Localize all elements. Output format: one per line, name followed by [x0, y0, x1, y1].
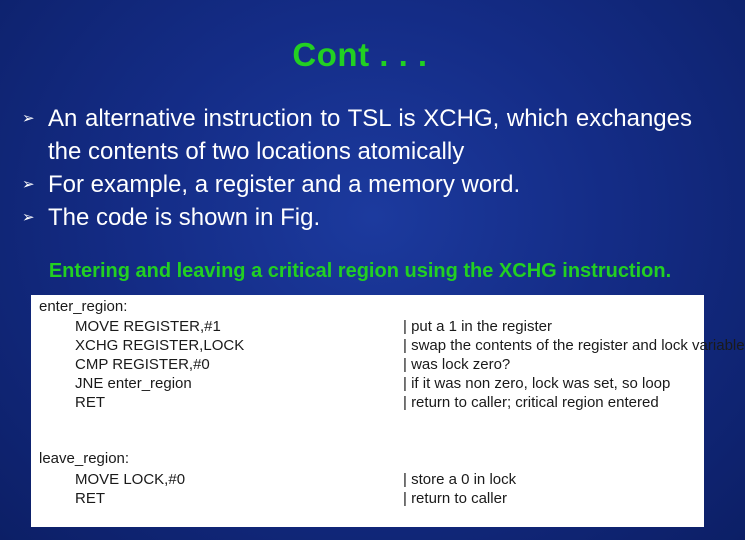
code-comment: | was lock zero?: [403, 356, 511, 373]
slide-title: Cont . . .: [292, 36, 428, 73]
code-comment: | swap the contents of the register and lock variable: [403, 337, 745, 354]
code-instruction: MOVE LOCK,#0: [75, 471, 186, 488]
code-comment: | store a 0 in lock: [403, 471, 517, 488]
code-comment: | return to caller: [403, 490, 507, 507]
figure-caption: Entering and leaving a critical region using the XCHG instruction.: [48, 260, 672, 282]
bullet-item: [22, 102, 692, 168]
code-comment: | if it was non zero, lock was set, so loop: [403, 375, 671, 392]
code-instruction: CMP REGISTER,#0: [75, 356, 210, 373]
code-instruction: MOVE REGISTER,#1: [75, 318, 221, 335]
bullet-item: [22, 168, 692, 201]
code-instruction: JNE enter_region: [75, 375, 192, 392]
bullet-text: The code is shown in Fig.: [48, 204, 321, 231]
enter-region-label: enter_region:: [39, 298, 128, 315]
bullet-text: An alternative instruction to TSL is XCHG, which exchanges the contents of two locations atomically: [48, 105, 692, 165]
code-instruction: XCHG REGISTER,LOCK: [75, 337, 245, 354]
code-instruction: RET: [75, 394, 105, 411]
leave-region-label: leave_region:: [39, 450, 130, 467]
bullet-text: For example, a register and a memory word.: [48, 171, 521, 198]
code-comment: | return to caller; critical region entered: [403, 394, 659, 411]
code-comment: | put a 1 in the register: [403, 318, 552, 335]
arrow-bullet-icon: ➢: [22, 176, 35, 193]
arrow-bullet-icon: ➢: [22, 209, 35, 226]
code-figure: [31, 295, 745, 527]
bullet-item: [22, 201, 692, 234]
arrow-bullet-icon: ➢: [22, 110, 35, 127]
bullet-list: [22, 102, 692, 234]
code-instruction: RET: [75, 490, 105, 507]
